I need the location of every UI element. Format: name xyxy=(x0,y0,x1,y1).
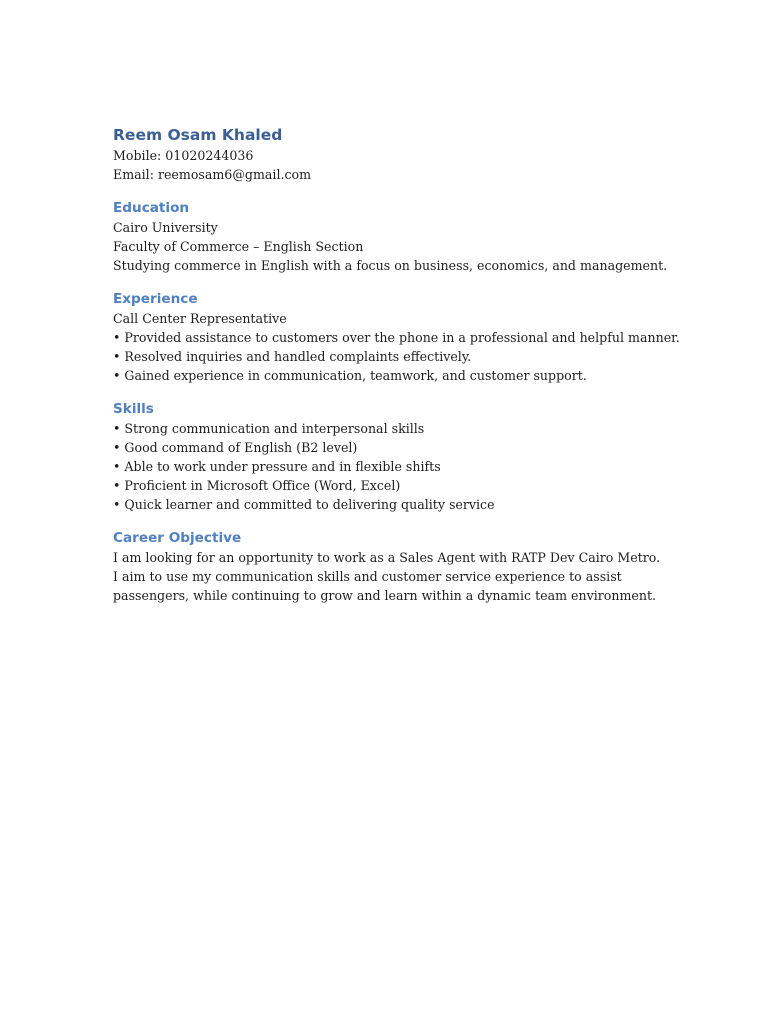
education-line: Studying commerce in English with a focus on business, economics, and management. xyxy=(113,258,668,273)
experience-list xyxy=(113,328,680,385)
list-item: • Provided assistance to customers over the phone in a professional and helpful manner. xyxy=(113,330,680,345)
skills-section xyxy=(113,399,673,514)
section-spacer xyxy=(113,275,673,289)
career-objective-heading: Career Objective xyxy=(113,530,242,546)
education-section xyxy=(113,198,673,275)
experience-heading: Experience xyxy=(113,291,198,307)
list-item: • Strong communication and interpersonal skills xyxy=(113,421,425,436)
education-line: Cairo University xyxy=(113,220,218,235)
list-item: • Good command of English (B2 level) xyxy=(113,440,358,455)
section-spacer xyxy=(113,184,673,198)
career-objective-text: I am looking for an opportunity to work as a Sales Agent with RATP Dev Cairo Metro. I aim to use my communication skills and customer service experience to assist passengers, while continuing to grow and learn within a dynamic team environment. xyxy=(113,550,661,603)
career-objective-section xyxy=(113,528,673,605)
mobile-line: Mobile: 01020244036 xyxy=(113,148,254,163)
education-heading: Education xyxy=(113,200,190,216)
list-item: • Able to work under pressure and in flexible shifts xyxy=(113,459,441,474)
education-line: Faculty of Commerce – English Section xyxy=(113,239,364,254)
skills-list xyxy=(113,419,673,514)
skills-heading: Skills xyxy=(113,401,154,417)
list-item: • Proficient in Microsoft Office (Word, Excel) xyxy=(113,478,401,493)
list-item: • Gained experience in communication, teamwork, and customer support. xyxy=(113,368,587,383)
experience-role: Call Center Representative xyxy=(113,311,287,326)
section-spacer xyxy=(113,514,673,528)
list-item: • Quick learner and committed to delivering quality service xyxy=(113,497,495,512)
list-item: • Resolved inquiries and handled complaints effectively. xyxy=(113,349,472,364)
section-spacer xyxy=(113,385,673,399)
candidate-name: Reem Osam Khaled xyxy=(113,126,283,144)
email-line: Email: reemosam6@gmail.com xyxy=(113,167,312,182)
experience-section xyxy=(113,289,680,385)
resume-content xyxy=(113,124,680,605)
